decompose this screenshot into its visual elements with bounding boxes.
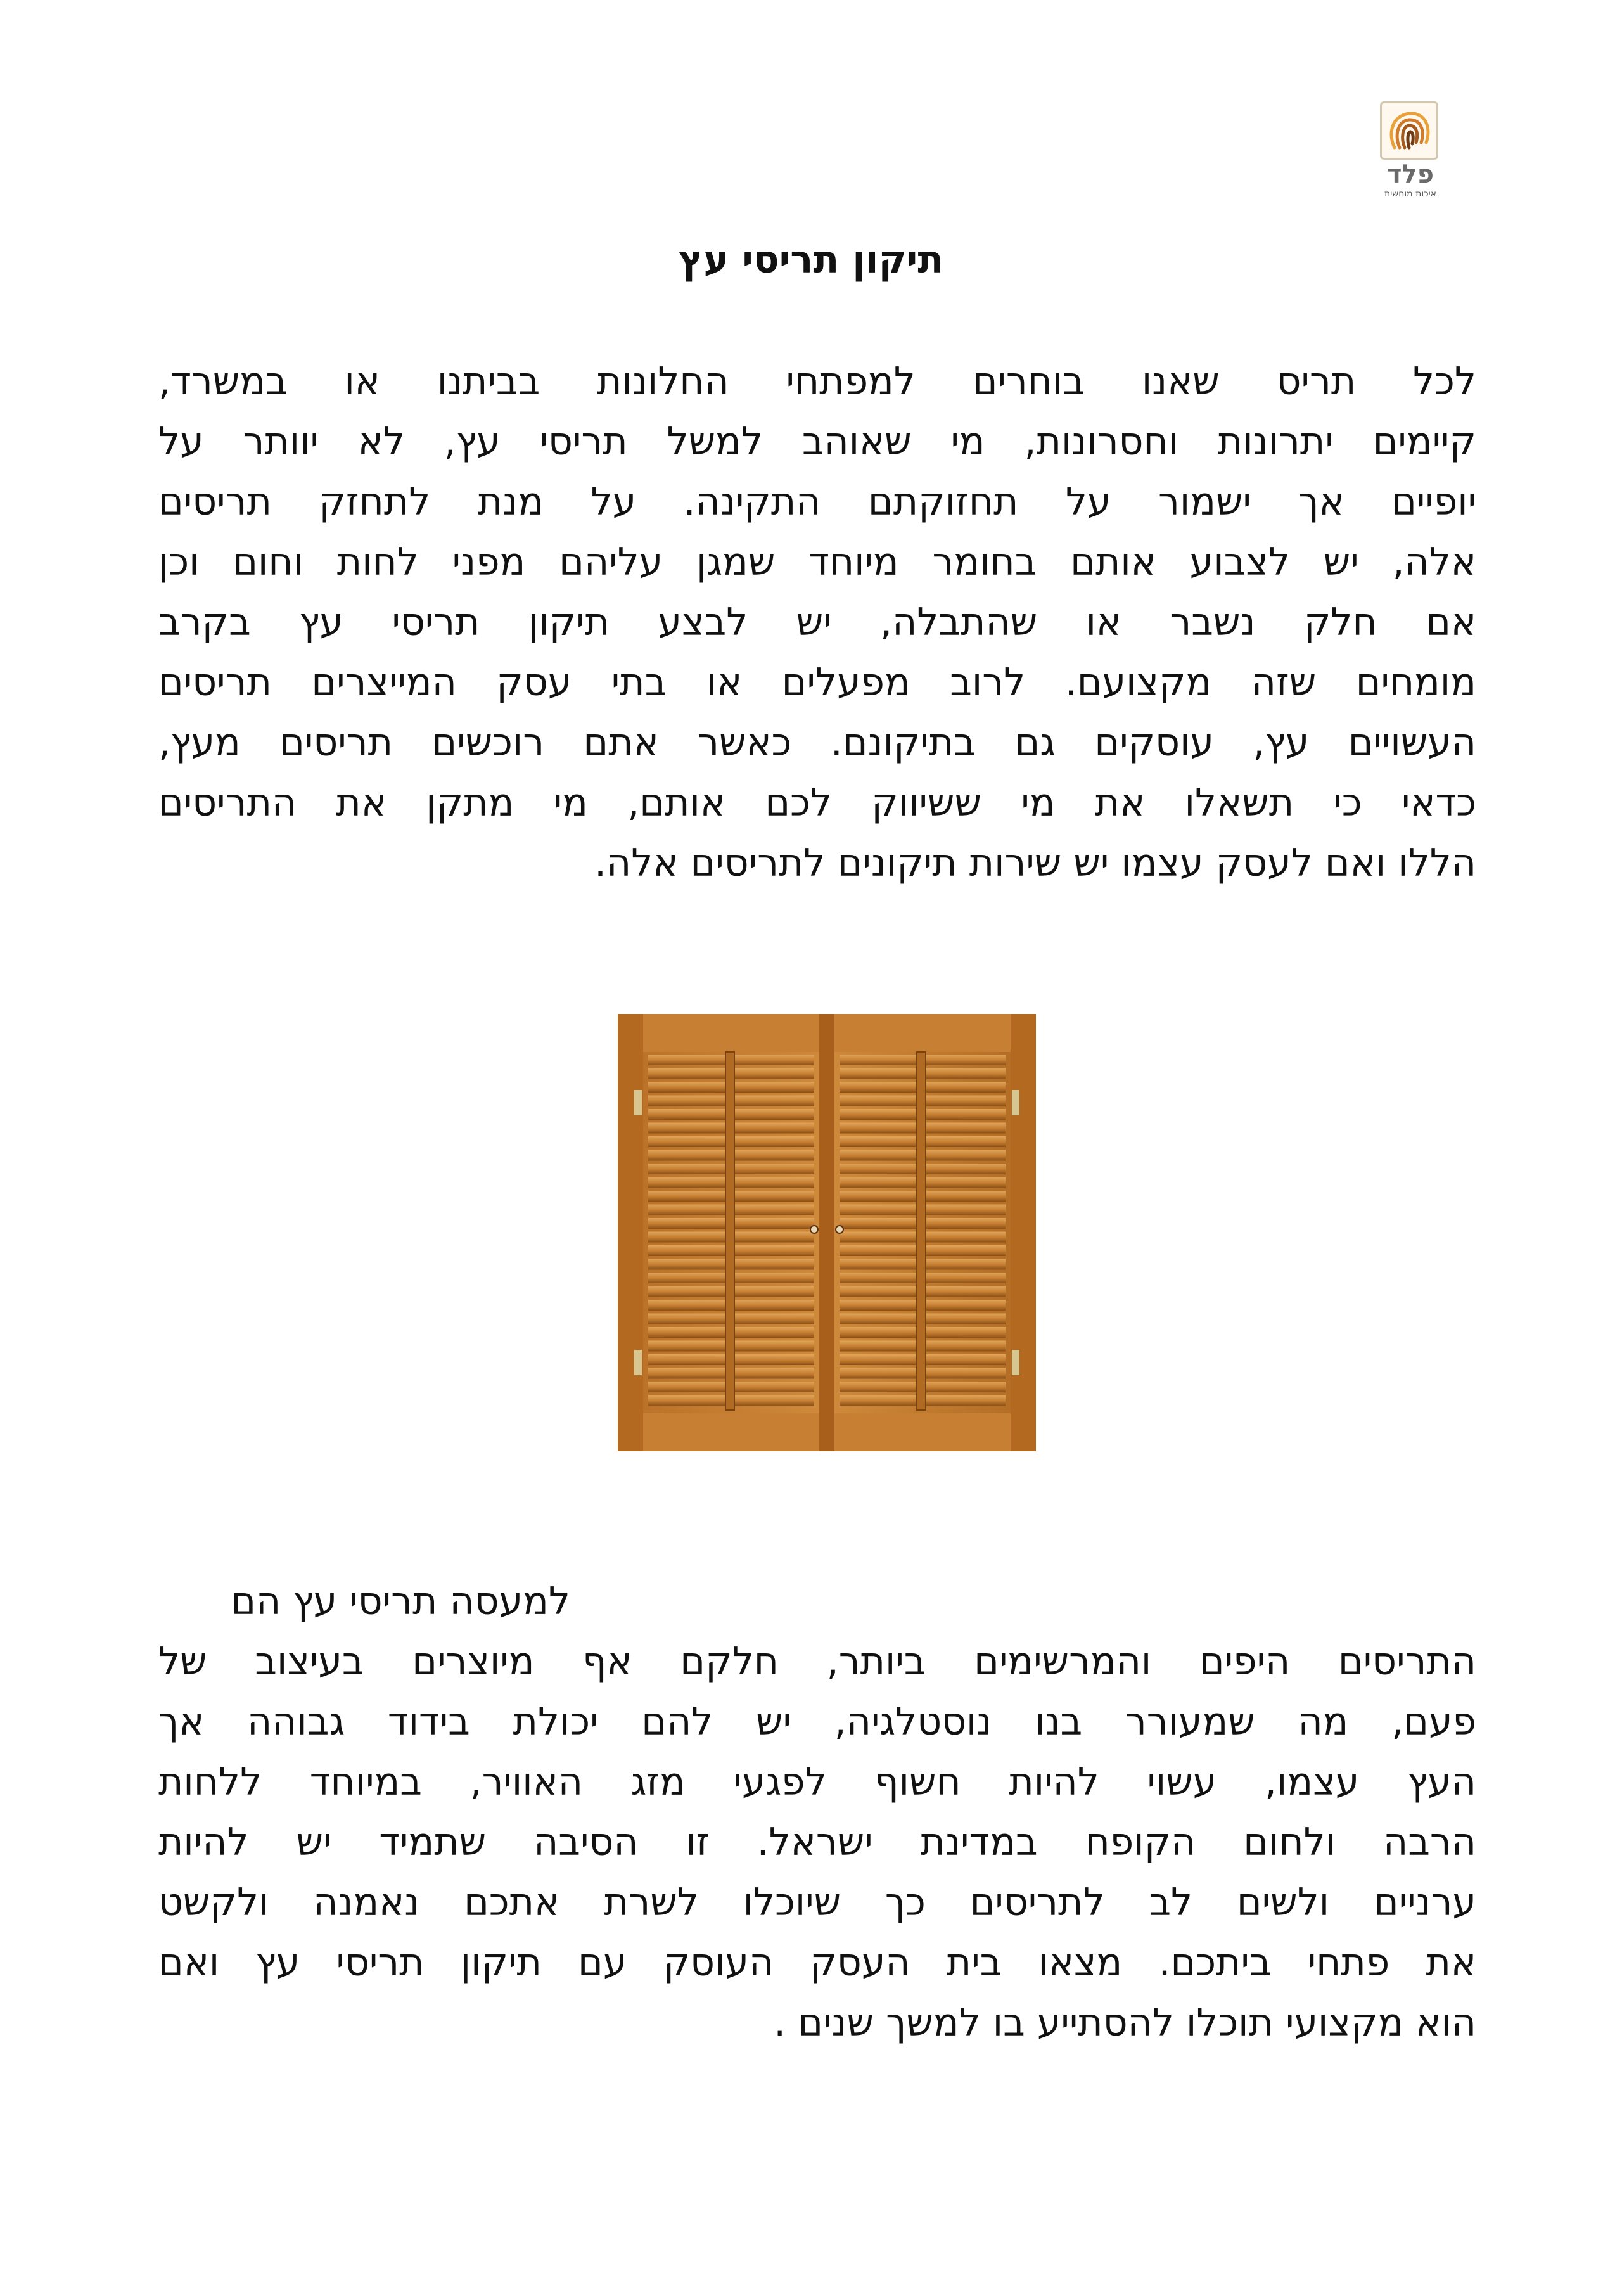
paragraph-line: אלה, יש לצבוע אותם בחומר מיוחד שמגן עליהם מפני לחות וחום וכן: [158, 540, 1476, 584]
paragraph-line: הוא מקצועי תוכלו להסתייע בו למשך שנים .: [774, 2001, 1476, 2045]
wooden-shutters-image: [618, 1014, 1036, 1451]
paragraph-body: [158, 1632, 1476, 2053]
paragraph-line: כדאי כי תשאלו את מי ששיווק לכם אותם, מי מתקן את התריסים: [158, 781, 1476, 825]
paragraph-line: מומחים שזה מקצועם. לרוב מפעלים או בתי עסק המייצרים תריסים: [158, 660, 1476, 705]
paragraph-line: הרבה ולחום הקופח במדינת ישראל. זו הסיבה שתמיד יש להיות: [158, 1820, 1476, 1864]
paragraph-line: התריסים היפים והמרשימים ביותר, חלקם אף מיוצרים בעיצוב של: [158, 1639, 1476, 1684]
paragraph-line: העץ עצמו, עשוי להיות חשוף לפגעי מזג האוויר, במיוחד ללחות: [158, 1760, 1476, 1804]
paragraph-line: יופיים אך ישמור על תחזוקתם התקינה. על מנת לתחזק תריסים: [158, 480, 1476, 524]
paragraph-line: פעם, מה שמעורר בנו נוסטלגיה, יש להם יכולת בידוד גבוהה אך: [158, 1700, 1476, 1744]
page-title: תיקון תריסי עץ: [678, 238, 944, 282]
paragraph-line: לכל תריס שאנו בוחרים למפתחי החלונות בביתנו או במשרד,: [158, 359, 1476, 404]
logo-name: פלד: [1386, 160, 1434, 189]
logo-tagline: איכות מוחשית: [1384, 189, 1437, 199]
paragraph-intro: [158, 352, 1476, 894]
subheading: למעסה תריסי עץ הם: [231, 1579, 570, 1624]
company-logo: [1380, 101, 1441, 209]
paragraph-line: קיימים יתרונות וחסרונות, מי שאוהב למשל תריסי עץ, לא יוותר על: [158, 420, 1476, 464]
paragraph-line: אם חלק נשבר או שהתבלה, יש לבצע תיקון תריסי עץ בקרב: [158, 600, 1476, 645]
paragraph-line: את פתחי ביתכם. מצאו בית העסק העוסק עם תיקון תריסי עץ ואם: [158, 1940, 1476, 1985]
fingerprint-logo-icon: [1380, 101, 1438, 160]
paragraph-line: העשויים עץ, עוסקים גם בתיקונם. כאשר אתם רוכשים תריסים מעץ,: [158, 721, 1476, 765]
paragraph-line: ערניים ולשים לב לתריסים כך שיוכלו לשרת אתכם נאמנה ולקשט: [158, 1880, 1476, 1925]
paragraph-line: הללו ואם לעסק עצמו יש שירות תיקונים לתריסים אלה.: [594, 841, 1476, 885]
